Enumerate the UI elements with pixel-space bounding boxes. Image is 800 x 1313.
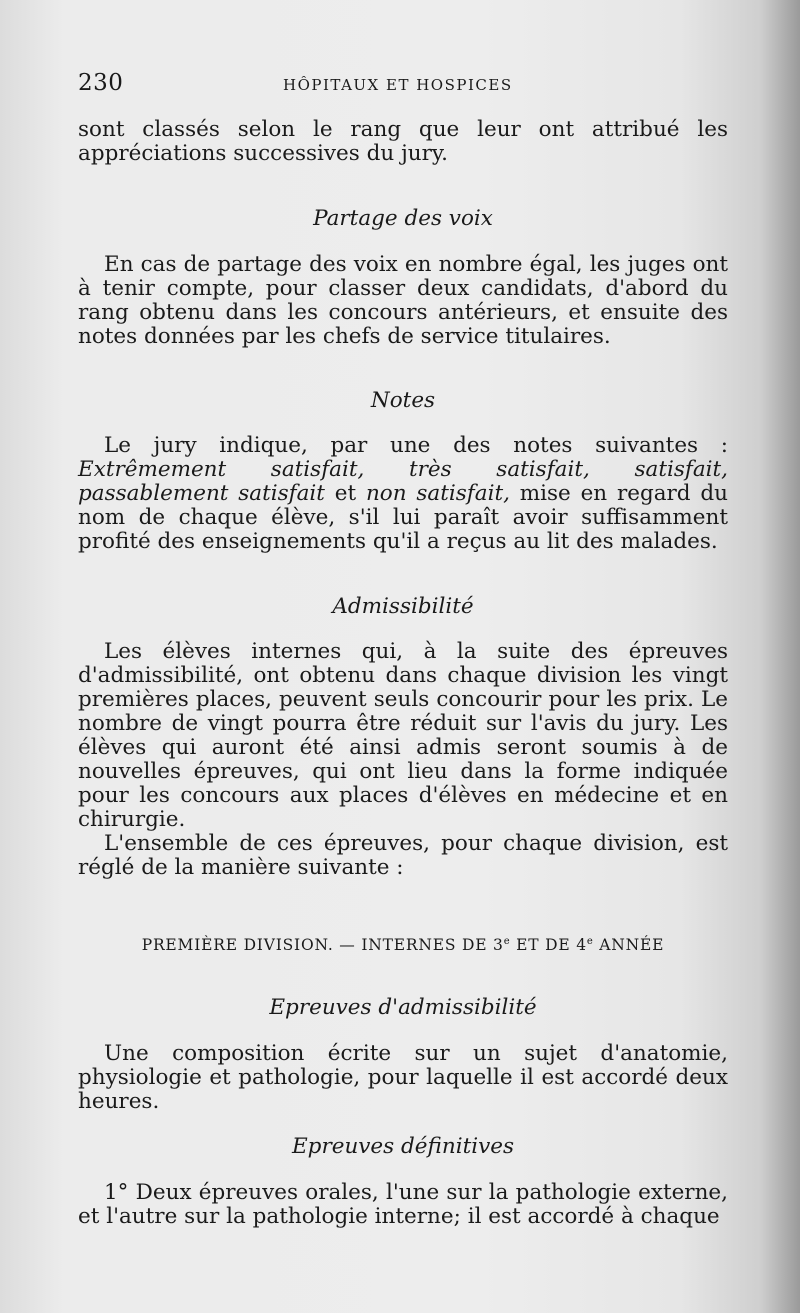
notes-et: et: [324, 481, 366, 506]
notes-list: Extrêmement satisfait, très satisfait, satisfait, passablement satisfait: [78, 457, 728, 506]
division-heading: PREMIÈRE DIVISION. — INTERNES DE 3e ET DE 4e ANNÉE: [141, 936, 665, 955]
intro-paragraph: [78, 118, 728, 166]
page-header: [78, 70, 728, 100]
partage-paragraph: [78, 253, 728, 349]
admissibilite-paragraphs: [78, 640, 728, 880]
admissibilite-paragraph-1: Les élèves internes qui, à la suite des épreuves d'admissibilité, ont obtenu dans chaque division les vingt premières places, peuvent seuls concourir pour les prix. Le nombre de vingt pourra être réduit sur l'avis du jury. Les élèves qui auront été ainsi admis seront soumis à de nouvelles épreuves, qui ont lieu dans la forme indiquée pour les concours aux places d'élèves en médecine et en chirurgie.: [78, 639, 728, 832]
epreuves-definitives-paragraph: [78, 1181, 728, 1229]
intro-text: sont classés selon le rang que leur ont attribué les appréciations successives du jury.: [78, 117, 728, 166]
notes-paragraph: [78, 434, 728, 554]
notes-text: [78, 434, 728, 554]
page-number: 230: [78, 70, 124, 96]
epreuves-admissibilite-paragraph: [78, 1042, 728, 1114]
heading-partage-des-voix: Partage des voix: [313, 206, 493, 231]
notes-text-after: mise en regard du nom de chaque élève, s'il lui paraît avoir suffisamment profité des enseignements qu'il a reçus au lit des malades.: [78, 481, 728, 554]
admissibilite-paragraph-2: L'ensemble de ces épreuves, pour chaque division, est réglé de la manière suivante :: [78, 831, 728, 880]
notes-non-satisfait: non satisfait,: [365, 481, 510, 506]
epreuves-definitives-text: 1° Deux épreuves orales, l'une sur la pathologie externe, et l'autre sur la pathologie interne; il est accordé à chaque: [78, 1180, 728, 1229]
heading-admissibilite: Admissibilité: [332, 594, 474, 619]
heading-notes: Notes: [370, 388, 436, 413]
partage-text: En cas de partage des voix en nombre égal, les juges ont à tenir compte, pour classer deux candidats, d'abord du rang obtenu dans les concours antérieurs, et ensuite des notes données par les chefs de service titulaires.: [78, 252, 728, 349]
heading-epreuves-admissibilite: Epreuves d'admissibilité: [269, 995, 537, 1020]
notes-text-before: Le jury indique, par une des notes suivantes :: [104, 433, 728, 458]
epreuves-admissibilite-text: Une composition écrite sur un sujet d'anatomie, physiologie et pathologie, pour laquelle il est accordé deux heures.: [78, 1041, 728, 1114]
heading-epreuves-definitives: Epreuves définitives: [291, 1134, 514, 1159]
running-title: HÔPITAUX ET HOSPICES: [283, 76, 513, 94]
